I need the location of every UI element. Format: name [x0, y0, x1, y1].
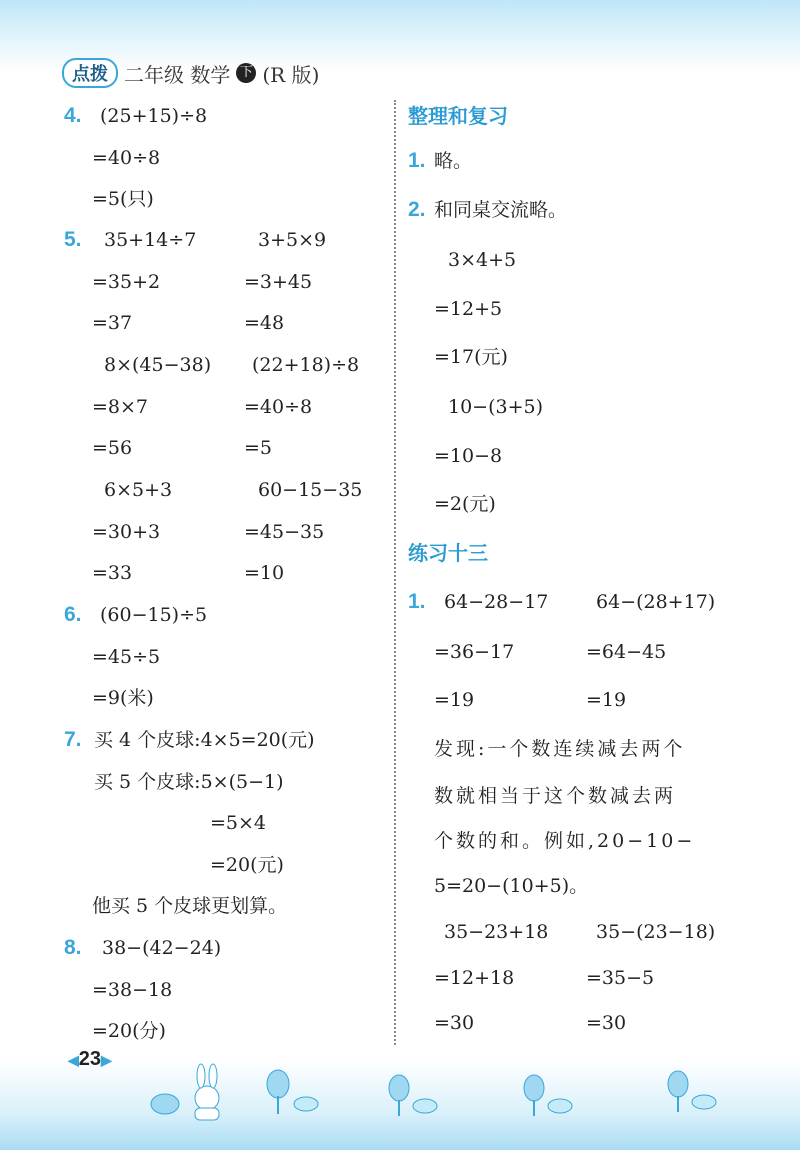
e1-cell: =30 [434, 1012, 475, 1034]
q5-number: 5. [64, 228, 82, 251]
q5-cell: 3+5×9 [258, 229, 327, 251]
e1-cell: =64−45 [586, 641, 667, 663]
r1-text: 略。 [434, 150, 473, 172]
q5-cell: =8×7 [92, 396, 149, 418]
q5-cell: =30+3 [92, 521, 161, 543]
q5-cell: 60−15−35 [258, 479, 363, 501]
q5-cell: =48 [244, 312, 285, 334]
column-divider [394, 100, 396, 1045]
e1-cell: 35−(23−18) [596, 921, 716, 943]
q6-number: 6. [64, 603, 82, 626]
r2-line: 10−(3+5) [448, 396, 544, 418]
q5-cell: =35+2 [92, 271, 161, 293]
e1-cell: =35−5 [586, 967, 655, 989]
r2-line: =17(元) [434, 346, 508, 368]
e1-cell: =36−17 [434, 641, 515, 663]
e1-cell: 35−23+18 [444, 921, 549, 943]
section-heading: 整理和复习 [408, 104, 508, 128]
q4-number: 4. [64, 104, 82, 127]
r2-number: 2. [408, 198, 426, 221]
r2-text: 和同桌交流略。 [434, 199, 568, 221]
right-arrow-icon: ▶ [101, 1052, 112, 1068]
q5-cell: =56 [92, 437, 133, 459]
finding-line: 发现:一个数连续减去两个 [434, 738, 686, 760]
q6-line: =9(米) [92, 687, 154, 709]
q5-cell: 8×(45−38) [104, 354, 212, 376]
e1-cell: 64−(28+17) [596, 591, 716, 613]
q7-line: 买 4 个皮球:4×5=20(元) [94, 729, 315, 751]
q7-line: 他买 5 个皮球更划算。 [92, 895, 288, 917]
r2-line: =2(元) [434, 493, 496, 515]
volume-badge: 下 [236, 63, 256, 83]
tree-icon [262, 1068, 322, 1118]
q5-cell: =5 [244, 437, 273, 459]
q4-line: =5(只) [92, 188, 154, 210]
q8-line: =38−18 [92, 979, 173, 1001]
q7-line: =5×4 [210, 812, 267, 834]
q8-number: 8. [64, 936, 82, 959]
q5-cell: =45−35 [244, 521, 325, 543]
q6-line: =45÷5 [92, 646, 161, 668]
finding-line: 数就相当于这个数减去两 [434, 785, 677, 807]
q8-line: 38−(42−24) [102, 937, 222, 959]
e1-cell: =30 [586, 1012, 627, 1034]
e1-cell: =19 [586, 689, 627, 711]
brand-logo: 点拨 [62, 58, 118, 88]
q5-cell: =37 [92, 312, 133, 334]
book-title: 二年级 数学 [124, 62, 231, 87]
bunny-illustration-icon [145, 1062, 235, 1122]
r2-line: =12+5 [434, 298, 503, 320]
q6-line: (60−15)÷5 [100, 604, 208, 626]
page-number [68, 1048, 112, 1071]
q7-number: 7. [64, 728, 82, 751]
section-heading: 练习十三 [408, 541, 488, 565]
q5-cell: =3+45 [244, 271, 313, 293]
q5-cell: =40÷8 [244, 396, 313, 418]
q8-line: =20(分) [92, 1020, 166, 1042]
q7-line: 买 5 个皮球:5×(5−1) [94, 771, 284, 793]
tree-icon [520, 1074, 580, 1120]
q5-cell: 6×5+3 [104, 479, 173, 501]
r2-line: 3×4+5 [448, 249, 517, 271]
finding-line: 5=20−(10+5)。 [434, 875, 589, 897]
q5-cell: =10 [244, 562, 285, 584]
page-header [62, 58, 319, 88]
q5-cell: =33 [92, 562, 133, 584]
page-number-text: 23 [78, 1048, 102, 1070]
q4-line: =40÷8 [92, 147, 161, 169]
r1-number: 1. [408, 149, 426, 172]
e1-cell: =19 [434, 689, 475, 711]
q5-cell: 35+14÷7 [104, 229, 197, 251]
e1-cell: =12+18 [434, 967, 515, 989]
q7-line: =20(元) [210, 854, 284, 876]
left-arrow-icon: ◀ [68, 1052, 79, 1068]
q5-cell: (22+18)÷8 [252, 354, 360, 376]
q4-line: (25+15)÷8 [100, 105, 208, 127]
tree-icon [664, 1070, 724, 1116]
finding-line: 个数的和。例如,20−10− [434, 830, 696, 852]
e1-number: 1. [408, 590, 426, 613]
edition-label: (R 版) [262, 62, 320, 87]
tree-icon [385, 1074, 445, 1120]
e1-cell: 64−28−17 [444, 591, 549, 613]
r2-line: =10−8 [434, 445, 503, 467]
